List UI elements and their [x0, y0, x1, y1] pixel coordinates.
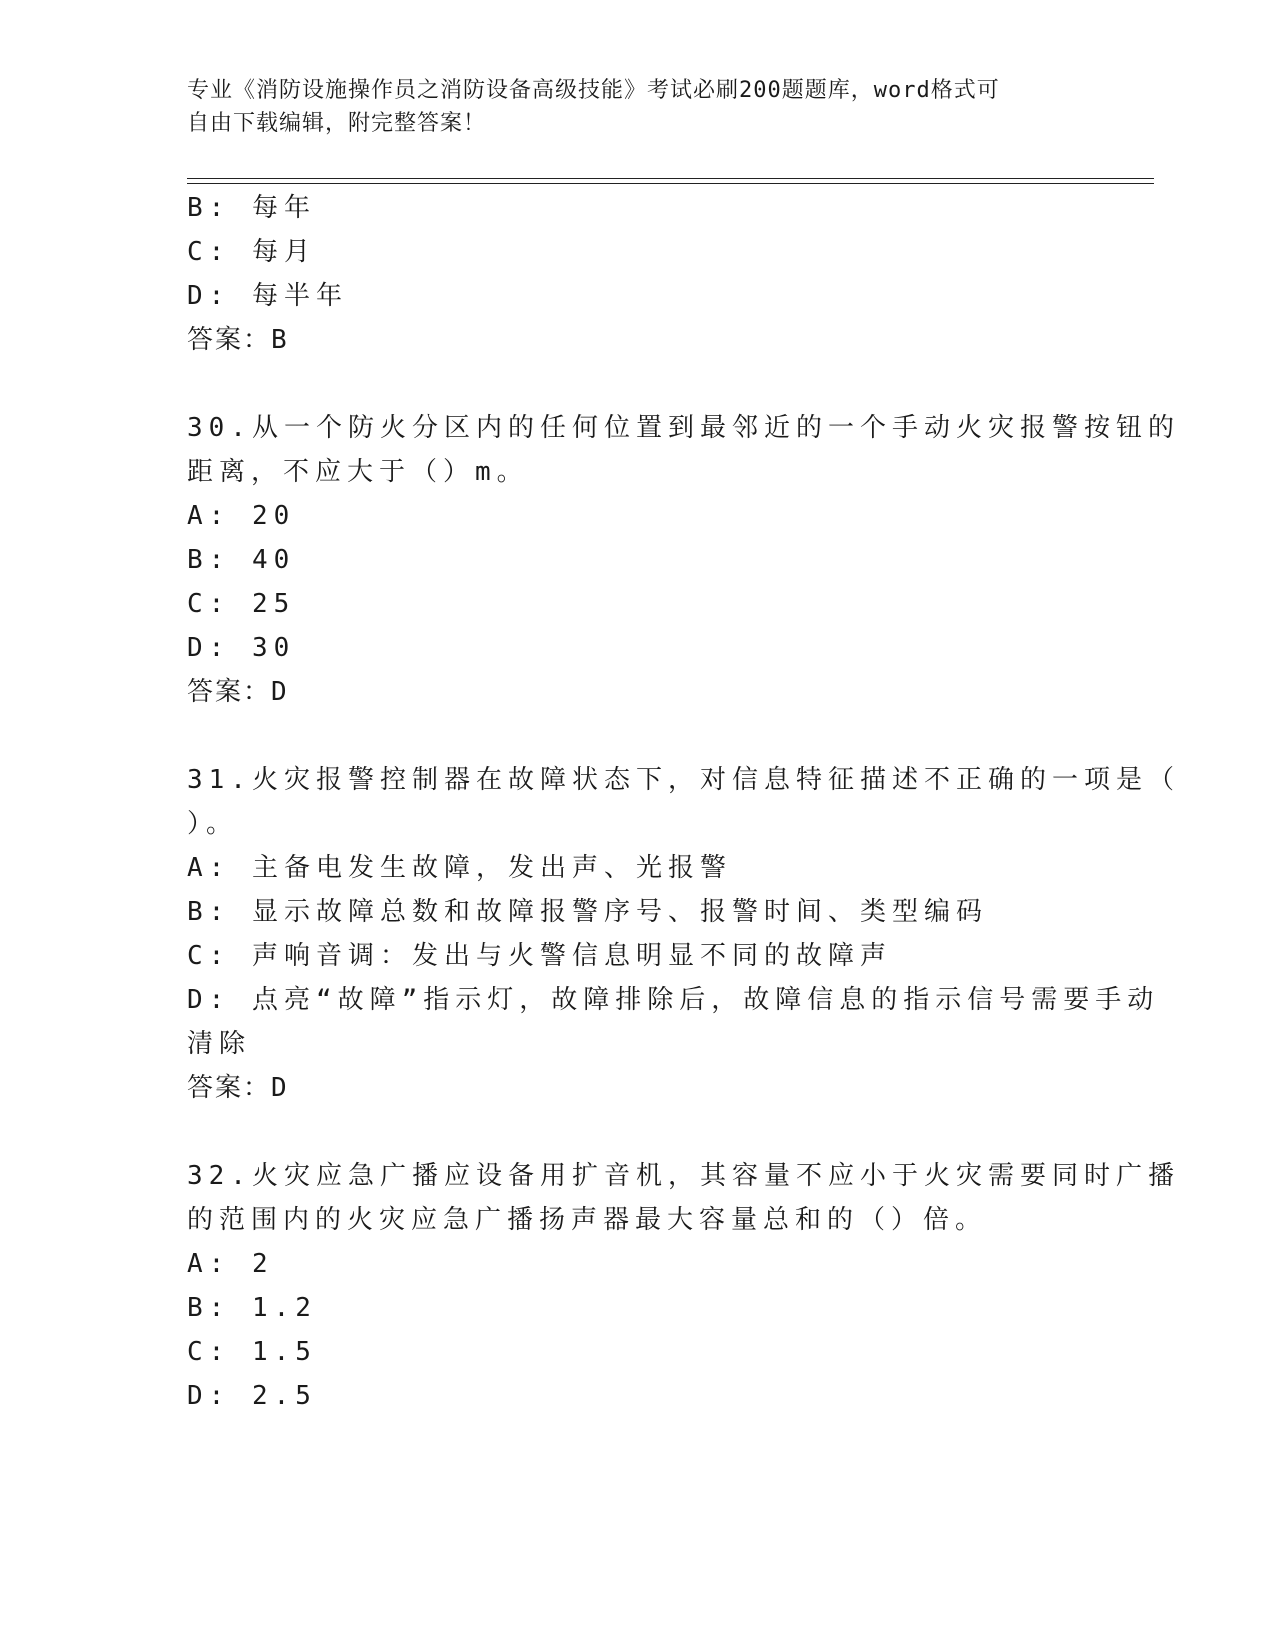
q31-option-b: B: 显示故障总数和故障报警序号、报警时间、类型编码 — [187, 897, 988, 927]
q30-option-a: A: 20 — [187, 501, 296, 531]
q32-option-a: A: 2 — [187, 1249, 274, 1279]
q30-option-b: B: 40 — [187, 545, 296, 575]
q30-stem-line-2: 距离，不应大于（）m。 — [187, 457, 529, 487]
q32-option-d: D: 2.5 — [187, 1381, 317, 1411]
q30-option-c: C: 25 — [187, 589, 296, 619]
page-header — [187, 74, 1067, 140]
q31-stem-line-2: ）。 — [187, 809, 239, 839]
header-line-1: 专业《消防设施操作员之消防设备高级技能》考试必刷200题题库，word格式可 — [187, 78, 1000, 103]
q29-answer: 答案：B — [187, 325, 289, 355]
q29-option-b: B: 每年 — [187, 193, 316, 223]
q32-stem-line-2: 的范围内的火灾应急广播扬声器最大容量总和的（）倍。 — [187, 1205, 988, 1235]
q31-option-c: C: 声响音调：发出与火警信息明显不同的故障声 — [187, 941, 892, 971]
q30-stem-line-1: 30.从一个防火分区内的任何位置到最邻近的一个手动火灾报警按钮的 — [187, 413, 1180, 443]
q32-stem-line-1: 32.火灾应急广播应设备用扩音机，其容量不应小于火灾需要同时广播 — [187, 1161, 1180, 1191]
q29-option-d: D: 每半年 — [187, 281, 348, 311]
q31-option-a: A: 主备电发生故障，发出声、光报警 — [187, 853, 732, 883]
q31-answer: 答案：D — [187, 1073, 289, 1103]
q31-stem-line-1: 31.火灾报警控制器在故障状态下，对信息特征描述不正确的一项是（ — [187, 765, 1180, 795]
q30-option-d: D: 30 — [187, 633, 296, 663]
q31-option-d-line-1: D: 点亮“故障”指示灯，故障排除后，故障信息的指示信号需要手动 — [187, 985, 1160, 1015]
q32-option-c: C: 1.5 — [187, 1337, 317, 1367]
header-line-2: 自由下载编辑，附完整答案！ — [187, 111, 487, 136]
q30-answer: 答案：D — [187, 677, 289, 707]
q29-option-c: C: 每月 — [187, 237, 316, 267]
header-divider — [187, 178, 1154, 184]
q31-option-d-line-2: 清除 — [187, 1029, 252, 1059]
q32-option-b: B: 1.2 — [187, 1293, 317, 1323]
